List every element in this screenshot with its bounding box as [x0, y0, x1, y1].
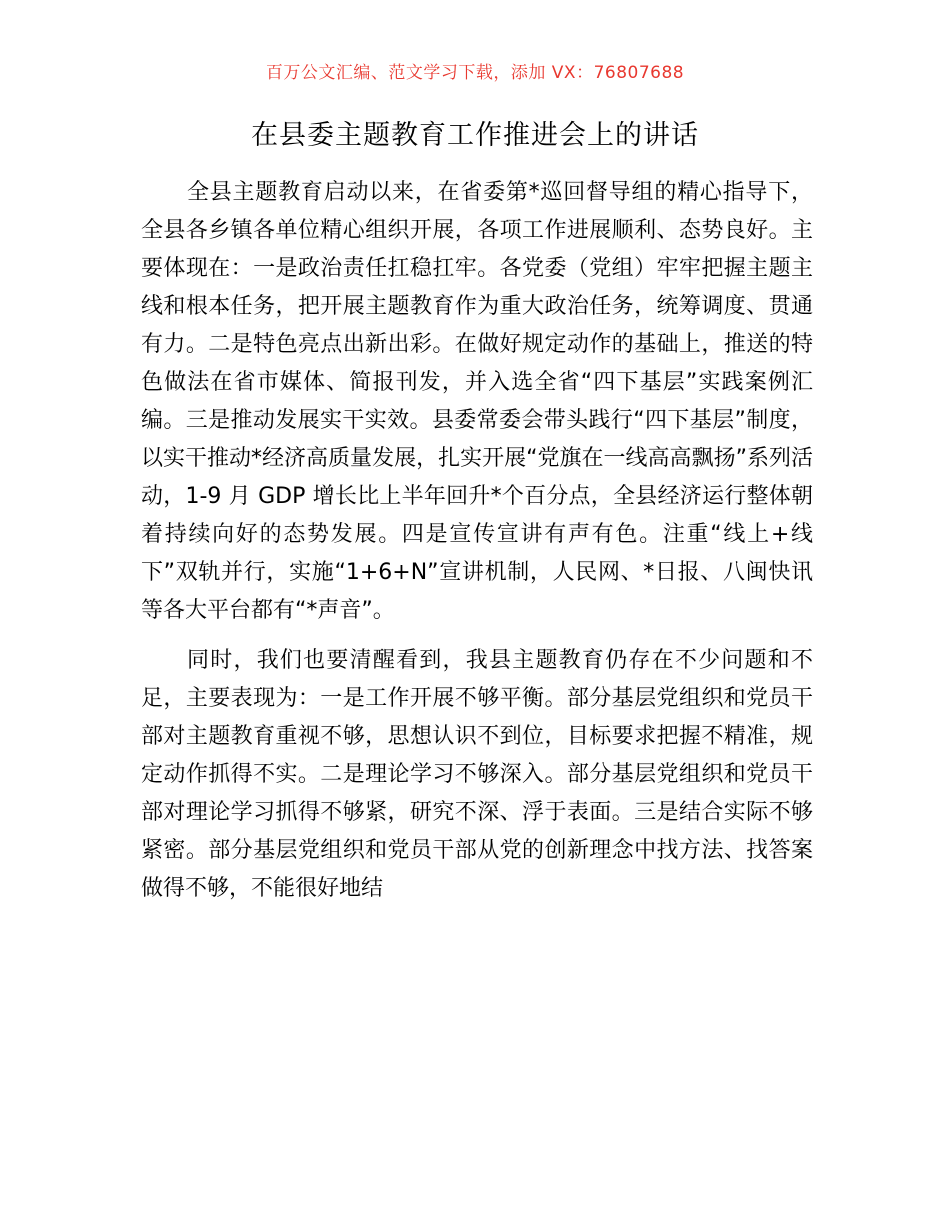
document-body	[141, 174, 813, 908]
body-paragraph-1: 全县主题教育启动以来，在省委第*巡回督导组的精心指导下，全县各乡镇各单位精心组织开展，各项工作进展顺利、态势良好。主要体现在：一是政治责任扛稳扛牢。各党委（党组）牢牢把握主题主线和根本任务，把开展主题教育作为重大政治任务，统筹调度、贯通有力。二是特色亮点出新出彩。在做好规定动作的基础上，推送的特色做法在省市媒体、简报刊发，并入选全省“四下基层”实践案例汇编。三是推动发展实干实效。县委常委会带头践行“四下基层”制度，以实干推动*经济高质量发展，扎实开展“党旗在一线高高飘扬”系列活动，1-9 月 GDP 增长比上半年回升*个百分点，全县经济运行整体朝着持续向好的态势发展。四是宣传宣讲有声有色。注重“线上+线下”双轨并行，实施“1+6+N”宣讲机制，人民网、*日报、八闽快讯等各大平台都有“*声音”。	[141, 180, 813, 623]
header-note: 百万公文汇编、范文学习下载，添加 VX：76807688	[265, 63, 685, 83]
body-paragraph-2: 同时，我们也要清醒看到，我县主题教育仍存在不少问题和不足，主要表现为：一是工作开展不够平衡。部分基层党组织和党员干部对主题教育重视不够，思想认识不到位，目标要求把握不精准，规定动作抓得不实。二是理论学习不够深入。部分基层党组织和党员干部对理论学习抓得不够紧，研究不深、浮于表面。三是结合实际不够紧密。部分基层党组织和党员干部从党的创新理念中找方法、找答案做得不够，不能很好地结	[141, 648, 813, 901]
document-title: 在县委主题教育工作推进会上的讲话	[251, 120, 699, 151]
